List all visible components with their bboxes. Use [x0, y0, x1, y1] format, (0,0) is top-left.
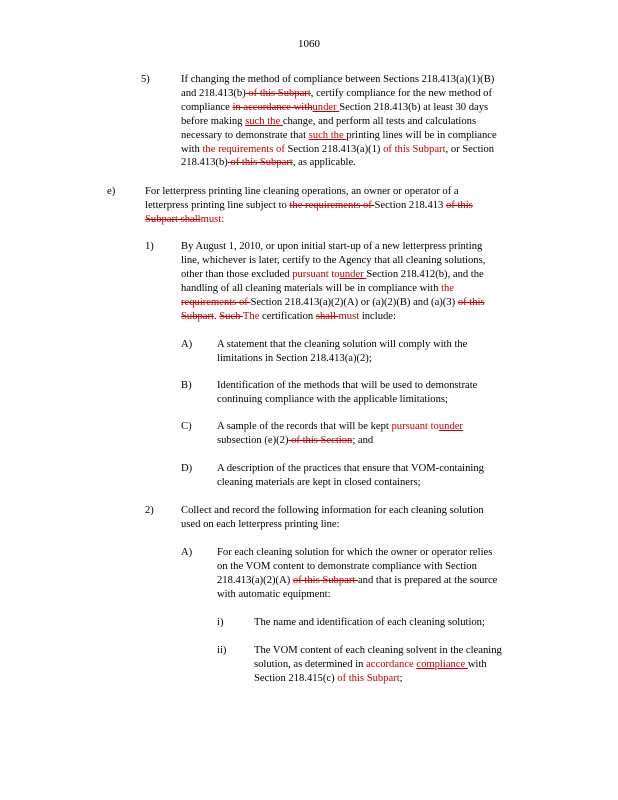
text-run: Section 218.415(c) — [254, 672, 338, 684]
item-1-label: 1) — [145, 241, 154, 252]
text-run: The VOM content of each cleaning solvent in the cleaning — [254, 645, 502, 656]
text-run: ; — [399, 672, 403, 684]
text-run: under — [312, 101, 340, 113]
text-line — [181, 143, 561, 157]
text-run: For letterpress printing line cleaning operations, an owner or operator of a — [145, 186, 459, 197]
text-run: of this Section — [288, 434, 353, 446]
item-1c-label: C) — [181, 421, 192, 432]
item-5-label: 5) — [141, 74, 150, 85]
text-line — [181, 296, 561, 310]
text-run: 218.413(b) — [181, 157, 228, 169]
item-1-text — [181, 240, 561, 323]
text-line — [217, 434, 557, 448]
item-1c-text — [217, 420, 557, 448]
text-run: For each cleaning solution for which the owner or operator relies — [217, 547, 493, 558]
text-line — [254, 644, 554, 658]
text-run: By August 1, 2010, or upon initial start-up of a new letterpress printing — [181, 241, 483, 252]
text-run: printing lines will be in compliance — [346, 129, 497, 141]
text-run: cleaning materials are kept in closed containers; — [217, 476, 421, 488]
text-line — [254, 616, 554, 630]
page-number: 1060 — [298, 38, 320, 50]
text-run: the requirements of — [202, 143, 288, 155]
text-run: Section 218.412(b), and the — [366, 268, 484, 280]
item-2-label: 2) — [145, 505, 154, 516]
text-line — [217, 420, 557, 434]
text-line — [181, 254, 561, 268]
text-run: before making — [181, 115, 246, 127]
item-2a-ii-label: ii) — [217, 645, 227, 656]
text-run: . — [213, 310, 220, 322]
text-run: The name and identification of each cleaning solution; — [254, 617, 485, 628]
text-run: with — [181, 143, 203, 155]
text-line — [181, 240, 561, 254]
text-line — [217, 560, 557, 574]
text-run: change, and perform all tests and calculations — [282, 115, 477, 127]
text-run: Section 218.413(a)(2)(A) or (a)(2)(B) and (a)(3) — [250, 296, 458, 308]
text-run: on the VOM content to demonstrate compliance with Section — [217, 560, 477, 572]
text-run: of this Subpart — [245, 87, 311, 99]
item-e-text — [145, 185, 545, 227]
text-run: of this Subpart — [337, 672, 400, 684]
text-run: ; and — [352, 434, 374, 446]
text-line — [217, 393, 557, 407]
text-run: the — [441, 282, 455, 294]
text-run: in accordance with — [232, 101, 313, 113]
text-run: and 218.413(b) — [181, 87, 246, 99]
text-line — [181, 504, 561, 518]
text-run: compliance — [181, 101, 233, 113]
text-line — [181, 282, 561, 296]
text-line — [145, 199, 545, 213]
text-line — [181, 129, 561, 143]
item-2a-ii-text — [254, 644, 554, 686]
text-run: under — [339, 268, 367, 280]
text-line — [181, 73, 561, 87]
text-run: , certify compliance for the new method of — [310, 87, 492, 99]
text-line — [217, 379, 557, 393]
text-run: of this — [457, 296, 485, 308]
text-line — [217, 476, 557, 490]
text-line — [181, 156, 561, 170]
item-2a-i-text — [254, 616, 554, 630]
text-run: handling of all cleaning materials will be in compliance with — [181, 282, 442, 294]
text-run: Such — [219, 310, 243, 322]
text-run: compliance — [416, 658, 468, 670]
text-run: limitations in Section 218.413(a)(2); — [217, 352, 372, 364]
text-run: must: — [200, 213, 225, 225]
text-run: of this — [446, 199, 473, 211]
text-run: under — [438, 421, 463, 432]
text-run: such the — [245, 115, 283, 127]
item-1d-label: D) — [181, 463, 193, 474]
text-run: Section 218.413(a)(1) — [287, 143, 384, 155]
text-line — [217, 352, 557, 366]
text-run: with — [467, 658, 487, 670]
text-run: Identification of the methods that will be used to demonstrate — [217, 380, 478, 391]
text-run: certification — [262, 310, 316, 322]
item-2-text — [181, 504, 561, 532]
text-line — [181, 115, 561, 129]
text-run: A statement that the cleaning solution will comply with the — [217, 339, 468, 350]
text-run: with automatic equipment: — [217, 588, 331, 600]
text-run: necessary to demonstrate that — [181, 129, 309, 141]
item-1a-label: A) — [181, 339, 193, 350]
item-1b-text — [217, 379, 557, 407]
text-run: subsection (e)(2) — [217, 434, 289, 446]
text-run: continuing compliance with the applicable limitations; — [217, 393, 448, 405]
text-run: Collect and record the following information for each cleaning solution — [181, 505, 484, 516]
item-5-text — [181, 73, 561, 170]
text-run: solution, as determined in — [254, 658, 367, 670]
text-run: line, whichever is later, certify to the Agency that all cleaning solutions, — [181, 254, 486, 266]
text-run: of this Subpart — [383, 143, 446, 155]
text-line — [217, 574, 557, 588]
text-line — [217, 588, 557, 602]
text-line — [217, 338, 557, 352]
text-run: such the — [308, 129, 347, 141]
text-run: requirements of — [181, 296, 251, 308]
text-line — [145, 213, 545, 227]
text-run: Subpart — [181, 310, 214, 322]
text-run: pursuant to — [391, 421, 439, 432]
text-run: pursuant to — [292, 268, 340, 280]
text-run: A description of the practices that ensure that VOM-containing — [217, 463, 484, 474]
text-line — [145, 185, 545, 199]
text-run: the requirements of — [289, 199, 375, 211]
item-2a-text — [217, 546, 557, 602]
text-run: and that is prepared at the source — [357, 574, 498, 586]
text-line — [181, 268, 561, 282]
text-run: must — [338, 310, 362, 322]
text-run: of this Subpart — [227, 157, 293, 169]
text-run: 218.413(a)(2)(A) — [217, 574, 293, 586]
text-run: Subpart shall — [145, 213, 201, 225]
text-line — [254, 672, 554, 686]
text-run: , as applicable. — [292, 157, 356, 169]
text-run: Section 218.413 — [374, 199, 446, 211]
text-line — [181, 518, 561, 532]
text-run: shall — [315, 310, 339, 322]
text-line — [181, 310, 561, 324]
text-line — [181, 101, 561, 115]
text-run: include: — [361, 310, 396, 322]
text-run: , or Section — [445, 143, 495, 155]
text-run: A sample of the records that will be kept — [217, 421, 392, 432]
item-1b-label: B) — [181, 380, 192, 391]
text-line — [181, 87, 561, 101]
item-e-label: e) — [107, 186, 116, 197]
text-run: used on each letterpress printing line: — [181, 518, 340, 530]
text-line — [254, 658, 554, 672]
text-run: Section 218.413(b) at least 30 days — [339, 101, 489, 113]
text-line — [217, 462, 557, 476]
item-1d-text — [217, 462, 557, 490]
text-run: other than those excluded — [181, 268, 293, 280]
text-run: of this Subpart — [292, 574, 358, 586]
text-run: If changing the method of compliance between Sections 218.413(a)(1)(B) — [181, 74, 495, 85]
item-2a-i-label: i) — [217, 617, 224, 628]
text-run: accordance — [366, 658, 417, 670]
item-2a-label: A) — [181, 547, 193, 558]
text-run: letterpress printing line subject to — [145, 199, 290, 211]
text-run: The — [242, 310, 263, 322]
item-1a-text — [217, 338, 557, 366]
text-line — [217, 546, 557, 560]
